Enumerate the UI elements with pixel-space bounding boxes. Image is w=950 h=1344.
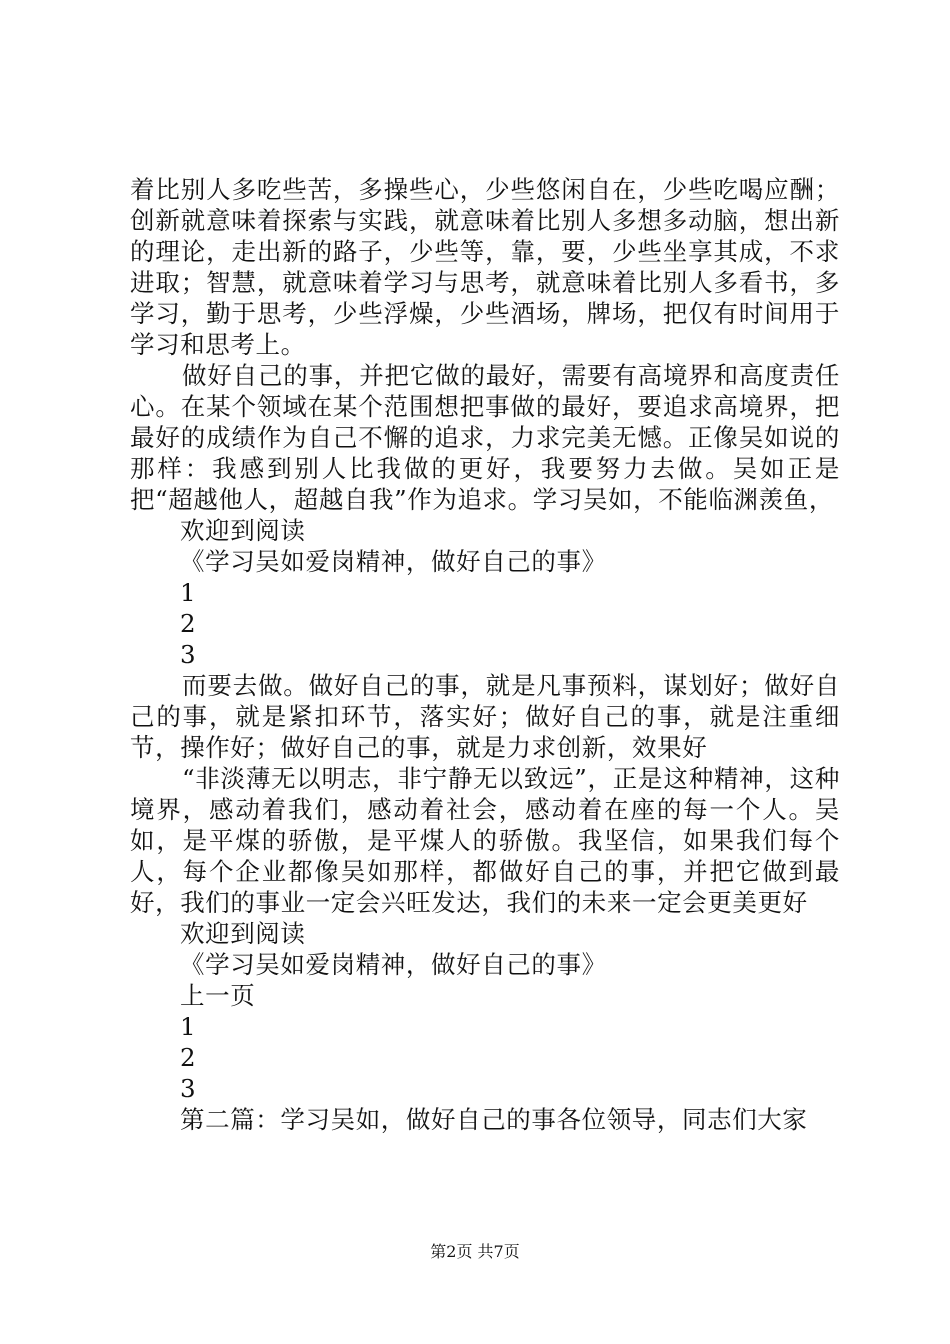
document-body (130, 174, 840, 1135)
welcome-text: 欢迎到阅读 (180, 919, 306, 948)
welcome-text: 欢迎到阅读 (180, 516, 306, 545)
page-link-1[interactable]: 1 (180, 578, 197, 607)
page-link-3[interactable]: 3 (180, 1074, 197, 1103)
page-link-3[interactable]: 3 (180, 640, 197, 669)
article-title-link[interactable]: 《学习吴如爱岗精神，做好自己的事》 (180, 950, 607, 979)
page-indicator: 第2页 共7页 (430, 1242, 520, 1261)
article-title-link[interactable]: 《学习吴如爱岗精神，做好自己的事》 (180, 547, 607, 576)
paragraph-action: 而要去做。做好自己的事，就是凡事预料，谋划好；做好自己的事，就是紧扣环节，落实好；做好自己的事，就是注重细节，操作好；做好自己的事，就是力求创新，效果好 (130, 671, 840, 762)
paragraph-continuation: 着比别人多吃些苦，多操些心，少些悠闲自在，少些吃喝应酬；创新就意味着探索与实践，就意味着比别人多想多动脑，想出新的理论，走出新的路子，少些等，靠，要，少些坐享其成，不求进取；智慧，就意味着学习与思考，就意味着比别人多看书，多学习，勤于思考，少些浮燥，少些酒场，牌场，把仅有时间用于学习和思考上。 (130, 175, 840, 359)
page-link-2[interactable]: 2 (180, 609, 197, 638)
paragraph-quote: “非淡薄无以明志，非宁静无以致远”，正是这种精神，这种境界，感动着我们，感动着社会，感动着在座的每一个人。吴如，是平煤的骄傲，是平煤人的骄傲。我坚信，如果我们每个人，每个企业都像吴如那样，都做好自己的事，并把它做到最好，我们的事业一定会兴旺发达，我们的未来一定会更美更好 (130, 764, 840, 917)
paragraph-responsibility: 做好自己的事，并把它做的最好，需要有高境界和高度责任心。在某个领域在某个范围想把事做的最好，要追求高境界，把最好的成绩作为自己不懈的追求，力求完美无憾。正像吴如说的那样：我感到别人比我做的更好，我要努力去做。吴如正是把“超越他人，超越自我”作为追求。学习吴如，不能临渊羡鱼， (130, 361, 840, 514)
page-link-1[interactable]: 1 (180, 1012, 197, 1041)
second-article-heading: 第二篇：学习吴如，做好自己的事各位领导，同志们大家 (180, 1105, 808, 1134)
page-link-2[interactable]: 2 (180, 1043, 197, 1072)
previous-page-link[interactable]: 上一页 (180, 981, 256, 1010)
page-footer (0, 1242, 950, 1262)
